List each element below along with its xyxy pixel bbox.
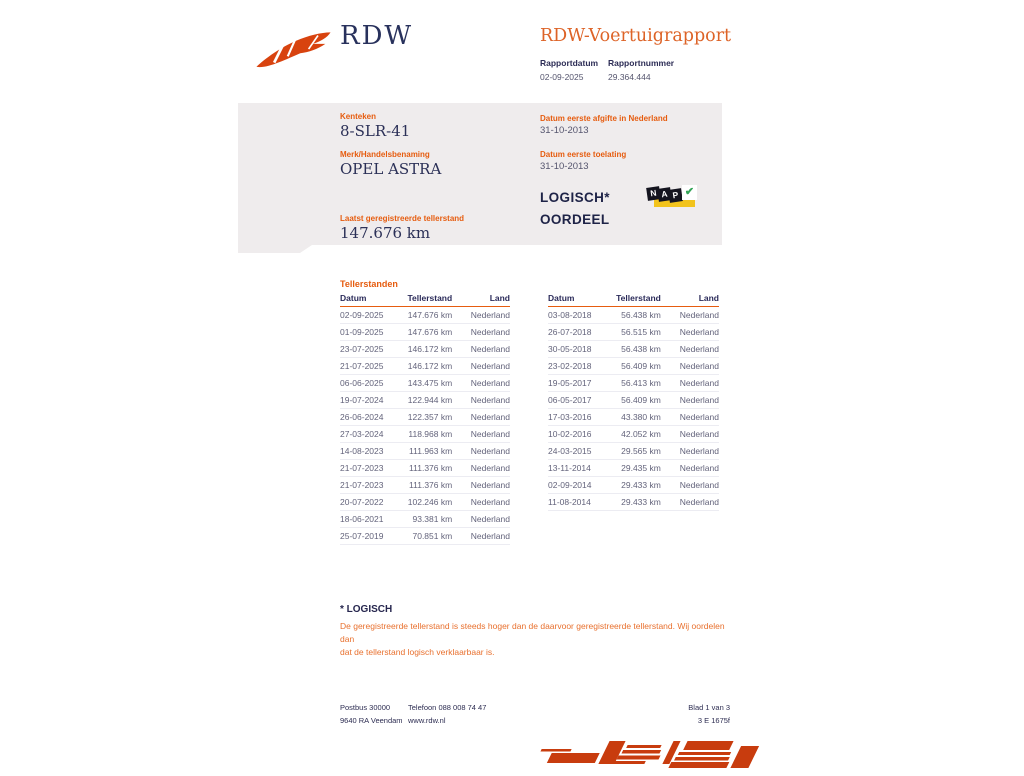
report-date-block: [540, 58, 608, 82]
cell-tellerstand: 122.944 km: [405, 392, 453, 409]
oordeel-line2: OORDEEL: [540, 212, 610, 227]
table-row: [340, 375, 510, 392]
table-row: [340, 528, 510, 545]
cell-datum: 19-07-2024: [340, 392, 405, 409]
cell-datum: 21-07-2023: [340, 460, 405, 477]
column-header-tellerstand: Tellerstand: [613, 291, 661, 307]
cell-datum: 11-08-2014: [548, 494, 613, 511]
footer-graphic-icon: [536, 736, 804, 776]
table-row: [340, 477, 510, 494]
footer-page-number: Blad 1 van 3: [688, 703, 730, 712]
cell-tellerstand: 111.963 km: [405, 443, 453, 460]
cell-land: Nederland: [452, 443, 510, 460]
table-row: [548, 494, 719, 511]
footer-postbus: Postbus 30000: [340, 703, 391, 712]
column-header-datum: Datum: [340, 291, 405, 307]
table-row: [340, 358, 510, 375]
footer-contact: [408, 701, 486, 727]
cell-land: Nederland: [661, 443, 719, 460]
table-row: [340, 443, 510, 460]
rdw-logo-text: RDW: [340, 21, 414, 51]
cell-datum: 21-07-2023: [340, 477, 405, 494]
cell-datum: 23-07-2025: [340, 341, 405, 358]
cell-land: Nederland: [452, 307, 510, 324]
table-body-left: [340, 307, 510, 545]
cell-tellerstand: 56.409 km: [613, 358, 661, 375]
cell-tellerstand: 118.968 km: [405, 426, 453, 443]
afgifte-label: Datum eerste afgifte in Nederland: [540, 114, 668, 123]
cell-land: Nederland: [452, 341, 510, 358]
footer-address: [340, 701, 403, 727]
cell-datum: 02-09-2025: [340, 307, 405, 324]
cell-tellerstand: 29.433 km: [613, 494, 661, 511]
cell-datum: 25-07-2019: [340, 528, 405, 545]
table-row: [340, 392, 510, 409]
cell-tellerstand: 43.380 km: [613, 409, 661, 426]
toelating-value: 31-10-2013: [540, 161, 589, 172]
table-header-row: [548, 291, 719, 307]
cell-tellerstand: 146.172 km: [405, 358, 453, 375]
footer-page-info: [688, 701, 730, 727]
table-row: [340, 307, 510, 324]
kenteken-value: 8-SLR-41: [340, 122, 411, 140]
cell-land: Nederland: [661, 358, 719, 375]
table-header-row: [340, 291, 510, 307]
table-row: [340, 409, 510, 426]
cell-tellerstand: 70.851 km: [405, 528, 453, 545]
table-body-right: [548, 307, 719, 511]
cell-datum: 26-06-2024: [340, 409, 405, 426]
cell-tellerstand: 147.676 km: [405, 307, 453, 324]
cell-land: Nederland: [661, 375, 719, 392]
tellerstand-label: Laatst geregistreerde tellerstand: [340, 214, 465, 223]
table-row: [548, 443, 719, 460]
oordeel-verdict: [540, 187, 610, 231]
toelating-label: Datum eerste toelating: [540, 150, 627, 159]
table-row: [340, 324, 510, 341]
cell-land: Nederland: [452, 460, 510, 477]
cell-land: Nederland: [452, 477, 510, 494]
report-meta: [540, 58, 674, 82]
cell-datum: 14-08-2023: [340, 443, 405, 460]
footer-form-code: 3 E 1675f: [697, 716, 730, 725]
table-row: [548, 307, 719, 324]
nap-letter-p: P: [668, 188, 683, 203]
cell-land: Nederland: [661, 307, 719, 324]
tellerstand-value: 147.676 km: [340, 224, 431, 242]
cell-land: Nederland: [452, 528, 510, 545]
table-row: [548, 375, 719, 392]
cell-tellerstand: 111.376 km: [405, 477, 453, 494]
nap-logo-icon: [647, 185, 699, 211]
cell-tellerstand: 122.357 km: [405, 409, 453, 426]
cell-tellerstand: 102.246 km: [405, 494, 453, 511]
table-row: [340, 494, 510, 511]
cell-tellerstand: 29.565 km: [613, 443, 661, 460]
explanation-text: [340, 620, 736, 659]
cell-tellerstand: 56.438 km: [613, 307, 661, 324]
merk-value: OPEL ASTRA: [340, 160, 442, 178]
report-number-block: [608, 58, 674, 82]
cell-datum: 21-07-2025: [340, 358, 405, 375]
report-number-label: Rapportnummer: [608, 58, 675, 68]
table-row: [548, 426, 719, 443]
cell-datum: 03-08-2018: [548, 307, 613, 324]
cell-land: Nederland: [661, 341, 719, 358]
cell-datum: 19-05-2017: [548, 375, 613, 392]
cell-land: Nederland: [661, 324, 719, 341]
table-row: [548, 341, 719, 358]
footer-website-link[interactable]: www.rdw.nl: [408, 716, 446, 725]
nap-checkmark-icon: ✔: [682, 185, 697, 200]
table-row: [548, 358, 719, 375]
tellerstanden-section-title: Tellerstanden: [340, 279, 398, 289]
cell-datum: 18-06-2021: [340, 511, 405, 528]
column-header-land: Land: [661, 291, 719, 307]
cell-land: Nederland: [452, 494, 510, 511]
afgifte-value: 31-10-2013: [540, 125, 589, 136]
cell-tellerstand: 147.676 km: [405, 324, 453, 341]
cell-datum: 02-09-2014: [548, 477, 613, 494]
cell-tellerstand: 29.435 km: [613, 460, 661, 477]
table-row: [548, 324, 719, 341]
cell-datum: 06-06-2025: [340, 375, 405, 392]
rdw-logo-icon: [254, 24, 334, 72]
table-row: [548, 409, 719, 426]
tellerstanden-table-left: [340, 291, 510, 545]
cell-datum: 17-03-2016: [548, 409, 613, 426]
cell-tellerstand: 143.475 km: [405, 375, 453, 392]
footer-city: 9640 RA Veendam: [340, 716, 403, 725]
oordeel-line1: LOGISCH*: [540, 190, 610, 205]
cell-tellerstand: 93.381 km: [405, 511, 453, 528]
cell-tellerstand: 56.438 km: [613, 341, 661, 358]
cell-land: Nederland: [452, 511, 510, 528]
table-row: [340, 511, 510, 528]
cell-tellerstand: 56.413 km: [613, 375, 661, 392]
report-date-value: 02-09-2025: [540, 72, 584, 82]
explanation-title: * LOGISCH: [340, 604, 393, 615]
table-row: [340, 460, 510, 477]
cell-land: Nederland: [661, 392, 719, 409]
column-header-land: Land: [452, 291, 510, 307]
cell-tellerstand: 56.409 km: [613, 392, 661, 409]
column-header-tellerstand: Tellerstand: [405, 291, 453, 307]
explanation-text-line1: De geregistreerde tellerstand is steeds hoger dan de daarvoor geregistreerde tellerstand. Wij oordelen dan: [340, 621, 725, 644]
cell-land: Nederland: [661, 494, 719, 511]
column-header-datum: Datum: [548, 291, 613, 307]
table-row: [340, 341, 510, 358]
kenteken-label: Kenteken: [340, 112, 377, 121]
cell-tellerstand: 42.052 km: [613, 426, 661, 443]
cell-datum: 01-09-2025: [340, 324, 405, 341]
table-row: [548, 477, 719, 494]
nap-letter-a: A: [657, 187, 672, 202]
report-number-value: 29.364.444: [608, 72, 651, 82]
cell-tellerstand: 29.433 km: [613, 477, 661, 494]
cell-tellerstand: 146.172 km: [405, 341, 453, 358]
cell-land: Nederland: [452, 426, 510, 443]
cell-land: Nederland: [452, 409, 510, 426]
cell-datum: 24-03-2015: [548, 443, 613, 460]
cell-land: Nederland: [661, 460, 719, 477]
cell-datum: 30-05-2018: [548, 341, 613, 358]
cell-datum: 06-05-2017: [548, 392, 613, 409]
table-row: [340, 426, 510, 443]
table-row: [548, 460, 719, 477]
page-title: RDW-Voertuigrapport: [540, 26, 732, 46]
cell-tellerstand: 111.376 km: [405, 460, 453, 477]
vehicle-info-panel: [238, 103, 722, 253]
cell-datum: 10-02-2016: [548, 426, 613, 443]
tellerstanden-table-right: [548, 291, 719, 511]
cell-land: Nederland: [452, 375, 510, 392]
cell-land: Nederland: [452, 358, 510, 375]
cell-land: Nederland: [661, 409, 719, 426]
table-row: [548, 392, 719, 409]
cell-datum: 13-11-2014: [548, 460, 613, 477]
cell-datum: 20-07-2022: [340, 494, 405, 511]
explanation-text-line2: dat de tellerstand logisch verklaarbaar is.: [340, 647, 495, 657]
cell-land: Nederland: [661, 426, 719, 443]
report-date-label: Rapportdatum: [540, 58, 599, 68]
footer-phone: Telefoon 088 008 74 47: [408, 703, 487, 712]
cell-land: Nederland: [452, 392, 510, 409]
cell-tellerstand: 56.515 km: [613, 324, 661, 341]
cell-datum: 27-03-2024: [340, 426, 405, 443]
nap-letter-n: N: [646, 186, 661, 201]
cell-datum: 23-02-2018: [548, 358, 613, 375]
merk-label: Merk/Handelsbenaming: [340, 150, 430, 159]
panel-corner-notch: [300, 245, 722, 253]
cell-land: Nederland: [452, 324, 510, 341]
logisch-explanation: [340, 604, 736, 659]
cell-datum: 26-07-2018: [548, 324, 613, 341]
cell-land: Nederland: [661, 477, 719, 494]
